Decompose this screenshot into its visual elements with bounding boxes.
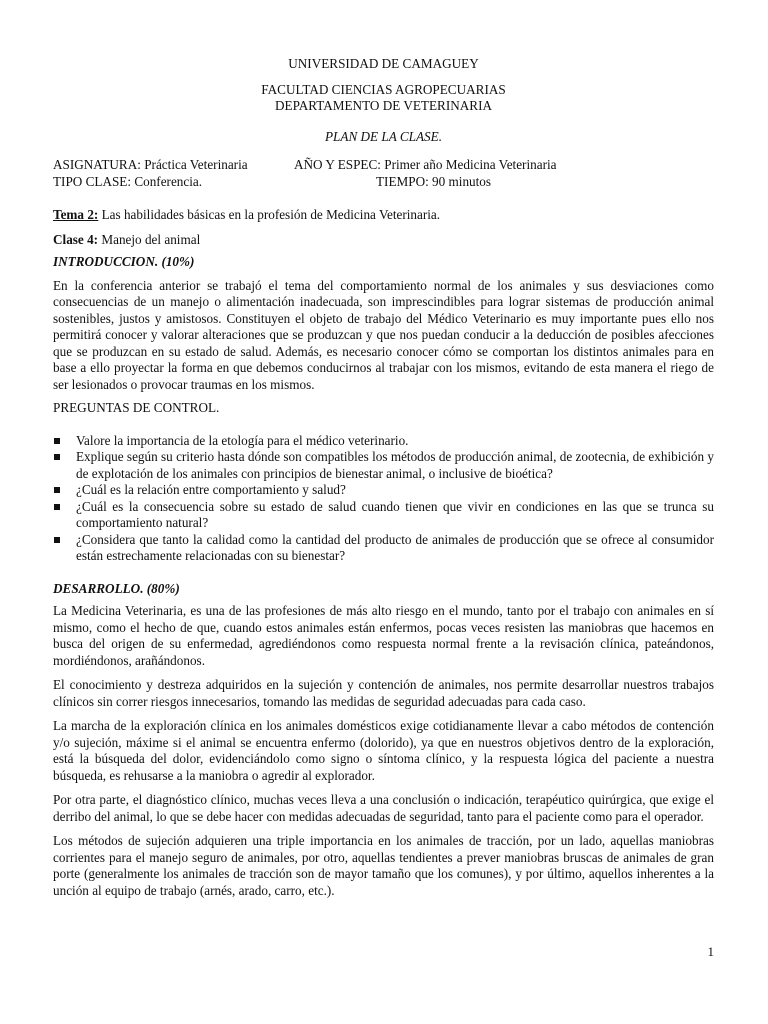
bullet-square-icon	[54, 487, 60, 493]
course-meta	[53, 157, 714, 190]
bullet-square-icon	[54, 504, 60, 510]
desarrollo-paragraph: Por otra parte, el diagnóstico clínico, muchas veces lleva a una conclusión o indicación, terapéutico quirúrgica, que exige el derribo del animal, lo que se debe hacer con medidas adecuadas de seguridad, tanto para el paciente como para el operador.	[53, 792, 714, 824]
list-item: ¿Considera que tanto la calidad como la cantidad del producto de animales de producción que se ofrece al consumidor están estrechamente relacionadas con su bienestar?	[53, 532, 714, 565]
desarrollo-heading: DESARROLLO. (80%)	[53, 580, 180, 596]
page-number: 1	[707, 944, 714, 959]
tipo-clase-field: TIPO CLASE: Conferencia.	[53, 173, 203, 189]
list-item: ¿Cuál es la consecuencia sobre su estado de salud cuando tienen que vivir en condiciones en las que se trunca su comportamiento natural?	[53, 499, 714, 532]
plan-title: PLAN DE LA CLASE.	[325, 128, 442, 144]
department-name: DEPARTAMENTO DE VETERINARIA	[275, 98, 492, 113]
faculty-name: FACULTAD CIENCIAS AGROPECUARIAS	[261, 81, 506, 97]
list-item: ¿Cuál es la relación entre comportamiento y salud?	[53, 482, 714, 499]
desarrollo-paragraph: La Medicina Veterinaria, es una de las profesiones de más alto riesgo en el mundo, tanto por el trabajo con animales en sí mismo, como el hecho de que, cuando estos animales están enfermos, pocas veces resisten las maniobras que hacemos en busca del origen de su enfermedad, agrediéndonos como respuesta normal frente a la revisación clínica, pateándonos, mordiéndonos, arañándonos.	[53, 603, 714, 668]
desarrollo-paragraph: El conocimiento y destreza adquiridos en la sujeción y contención de animales, nos permite desarrollar nuestros trabajos clínicos sin correr riesgos innecesarios, tomando las medidas de seguridad adecuadas para cada caso.	[53, 677, 714, 709]
tema-text: Las habilidades básicas en la profesión de Medicina Veterinaria.	[98, 207, 441, 222]
clase-line	[53, 232, 714, 249]
desarrollo-paragraph: Los métodos de sujeción adquieren una triple importancia en los animales de tracción, por un lado, aquellas maniobras corrientes para el manejo seguro de animales, por otro, aquellas tendientes a prever maniobras bruscas de animales de gran porte (generalmente los animales de tracción son de mayor tamaño que los comunes), y por último, aquellos inherentes a la unción al equipo de trabajo (arnés, arado, carro, etc.).	[53, 833, 714, 898]
document-page	[53, 56, 714, 899]
university-name: UNIVERSIDAD DE CAMAGUEY	[288, 56, 479, 71]
anio-especialidad-field: AÑO Y ESPEC: Primer año Medicina Veterinaria	[294, 157, 557, 172]
preguntas-heading: PREGUNTAS DE CONTROL.	[53, 400, 220, 415]
asignatura-field: ASIGNATURA: Práctica Veterinaria	[53, 157, 248, 172]
clase-label: Clase 4:	[53, 231, 99, 247]
bullet-square-icon	[54, 537, 60, 543]
desarrollo-paragraph: La marcha de la exploración clínica en los animales domésticos exige cotidianamente llevar a cabo métodos de contención y/o sujeción, máxime si el animal se encuentra enfermo (dolorido), ya que en nuestros objetivos dentro de la exploración, está la búsqueda del dolor, evidenciándolo como signo o síntoma clínico, y la respuesta lógica del paciente a nuestra búsqueda, es rehusarse a la maniobra o agredir al explorador.	[53, 718, 714, 783]
clase-text: Manejo del animal	[98, 231, 201, 247]
introduccion-paragraph: En la conferencia anterior se trabajó el tema del comportamiento normal de los animales y sus desviaciones como consecuencias de un manejo o alimentación inadecuada, son imprescindibles para lograr sistemas de producción animal sostenibles, justos y amistosos. Constituyen el objeto de trabajo del Médico Veterinario es muy importante pues ello nos permitirá conocer y valorar alteraciones que se produzcan y que nos puedan conducir a la deducción de posibles afecciones que se produzcan en su estado de salud. Además, es necesario conocer cómo se comportan los distintos animales para en base a ello proyectar la forma en que debemos conducirnos al trabajar con los mismos, evitando de esta manera el riego de ser lesionados o provocar traumas en los mismos.	[53, 277, 714, 392]
tiempo-field: TIEMPO: 90 minutos	[376, 173, 492, 189]
bullet-square-icon	[54, 454, 60, 460]
preguntas-list	[53, 433, 714, 565]
bullet-square-icon	[54, 438, 60, 444]
tema-label: Tema 2:	[53, 207, 99, 222]
introduccion-heading: INTRODUCCION. (10%)	[53, 254, 195, 269]
list-item: Explique según su criterio hasta dónde son compatibles los métodos de producción animal, de zootecnia, de exhibición y de explotación de los animales con principios de bienestar animal, o inclusive de bioética?	[53, 449, 714, 482]
list-item: Valore la importancia de la etología para el médico veterinario.	[53, 433, 714, 450]
tema-line	[53, 207, 714, 224]
